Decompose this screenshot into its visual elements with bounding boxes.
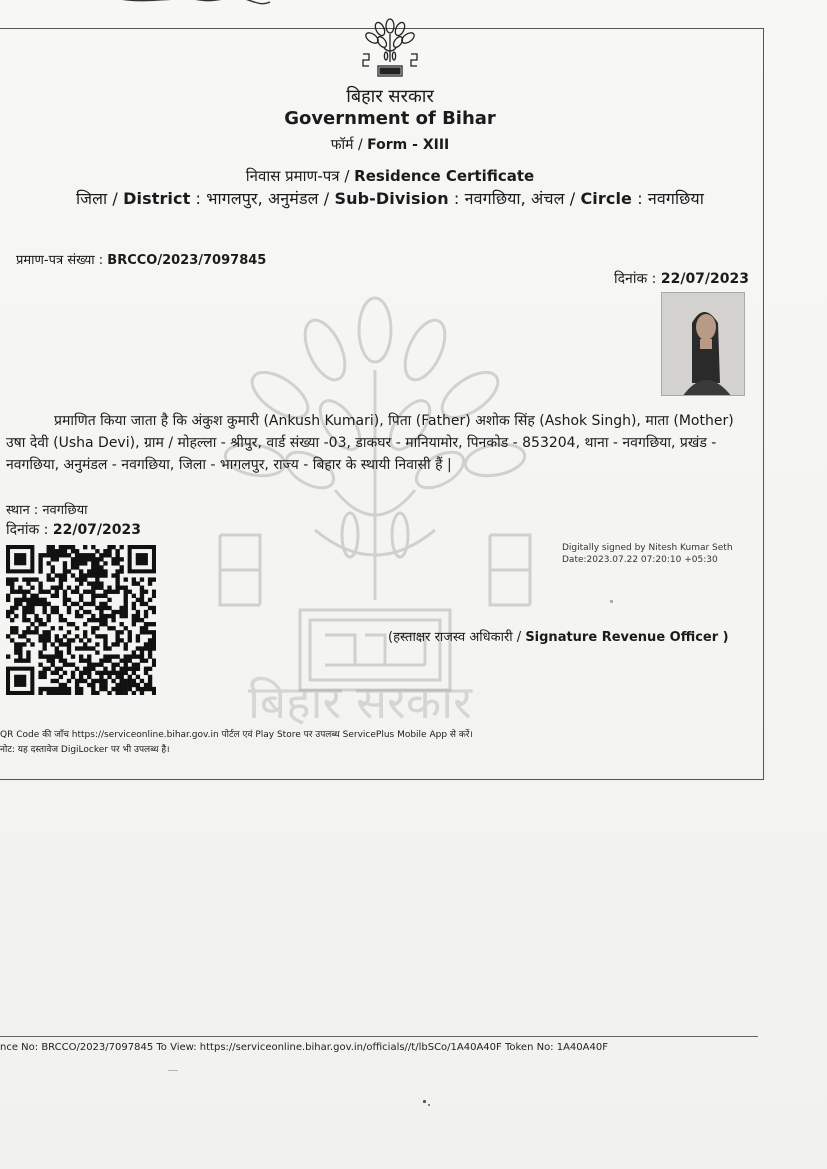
digilocker-note: नोट: यह दस्तावेज DigiLocker पर भी उपलब्ध है। [0,745,170,755]
body-line-1: प्रमाणित किया जाता है कि अंकुश कुमारी (Ankush Kumari), पिता (Father) अशोक सिंह (Ashok Singh), माता (Mother) [54,413,734,429]
certificate-body [6,410,748,476]
certificate-title-hindi: निवास प्रमाण-पत्र [245,167,340,185]
signature-english: Signature Revenue Officer ) [525,630,729,645]
digital-signature [562,542,733,566]
district-label: District [123,189,191,208]
certificate-number: प्रमाण-पत्र संख्या : BRCCO/2023/7097845 [16,253,267,268]
district-label-hindi: जिला [76,189,108,208]
signature-line [388,627,729,645]
form-label: फॉर्म / Form - XIII [330,137,450,153]
place: स्थान : नवगछिया [6,503,88,518]
issue-date-label: दिनांक [6,522,40,538]
certificate-date: दिनांक : 22/07/2023 [614,271,749,287]
scan-speck [428,1104,430,1106]
place-value: नवगछिया [42,503,88,518]
bihar-emblem-icon [358,18,422,80]
body-line-2: उषा देवी (Usha Devi), ग्राम / मोहल्ला - श्रीपुर, वार्ड संख्या -03, डाकघर - मानियामोर, पिनकोड - 853204, थाना - नवगछिया, प्रखंड - [6,435,717,451]
scan-speck [168,1070,178,1071]
body-line-3: नवगछिया, अनुमंडल - नवगछिया, जिला - भागलपुर, राज्य - बिहार के स्थायी निवासी हैं | [6,457,452,473]
applicant-photo [661,292,745,396]
scan-speck [610,600,613,603]
subdivision-label: Sub-Division [334,189,449,208]
certificate-number-label: प्रमाण-पत्र संख्या [16,253,95,268]
certificate-title-english: Residence Certificate [354,167,535,185]
digital-signature-date: Date:2023.07.22 07:20:10 +05:30 [562,555,718,565]
watermark-text: बिहार सरकार [248,675,472,729]
district-value: भागलपुर, अनुमंडल [206,189,319,208]
circle-value: नवगछिया [647,189,704,208]
circle-label: Circle [580,189,633,208]
scan-speck [423,1100,426,1103]
handwritten-scribble [0,0,280,14]
government-title: Government of Bihar [284,108,496,129]
certificate-number-value: BRCCO/2023/7097845 [107,253,267,268]
digital-signature-name: Digitally signed by Nitesh Kumar Seth [562,543,733,553]
certificate-title: निवास प्रमाण-पत्र / Residence Certificate [245,167,535,185]
form-number: Form - XIII [367,137,450,153]
state-name-hindi: बिहार सरकार [346,86,434,107]
subdivision-value: नवगछिया, अंचल [464,189,565,208]
signature-hindi: (हस्ताक्षर राजस्व अधिकारी / [388,630,522,645]
place-label: स्थान [6,503,30,518]
footer-reference: nce No: BRCCO/2023/7097845 To View: https://serviceonline.bihar.gov.in/officials//t/lbSCo/1A40A40F Token No: 1A40A40F [0,1042,608,1053]
certificate-date-value: 22/07/2023 [660,271,749,287]
certificate-date-label: दिनांक [614,271,648,287]
footer-divider [0,1036,758,1037]
form-hindi: फॉर्म [330,137,354,153]
qr-verification-note: QR Code की जाँच https://serviceonline.bihar.gov.in पोर्टल एवं Play Store पर उपलब्ध ServicePlus Mobile App से करें। [0,730,473,740]
issue-date-value: 22/07/2023 [52,522,141,538]
qr-code [6,545,156,695]
location-line: जिला / District : भागलपुर, अनुमंडल / Sub-Division : नवगछिया, अंचल / Circle : नवगछिया [76,189,704,208]
issue-date: दिनांक : 22/07/2023 [6,522,141,538]
